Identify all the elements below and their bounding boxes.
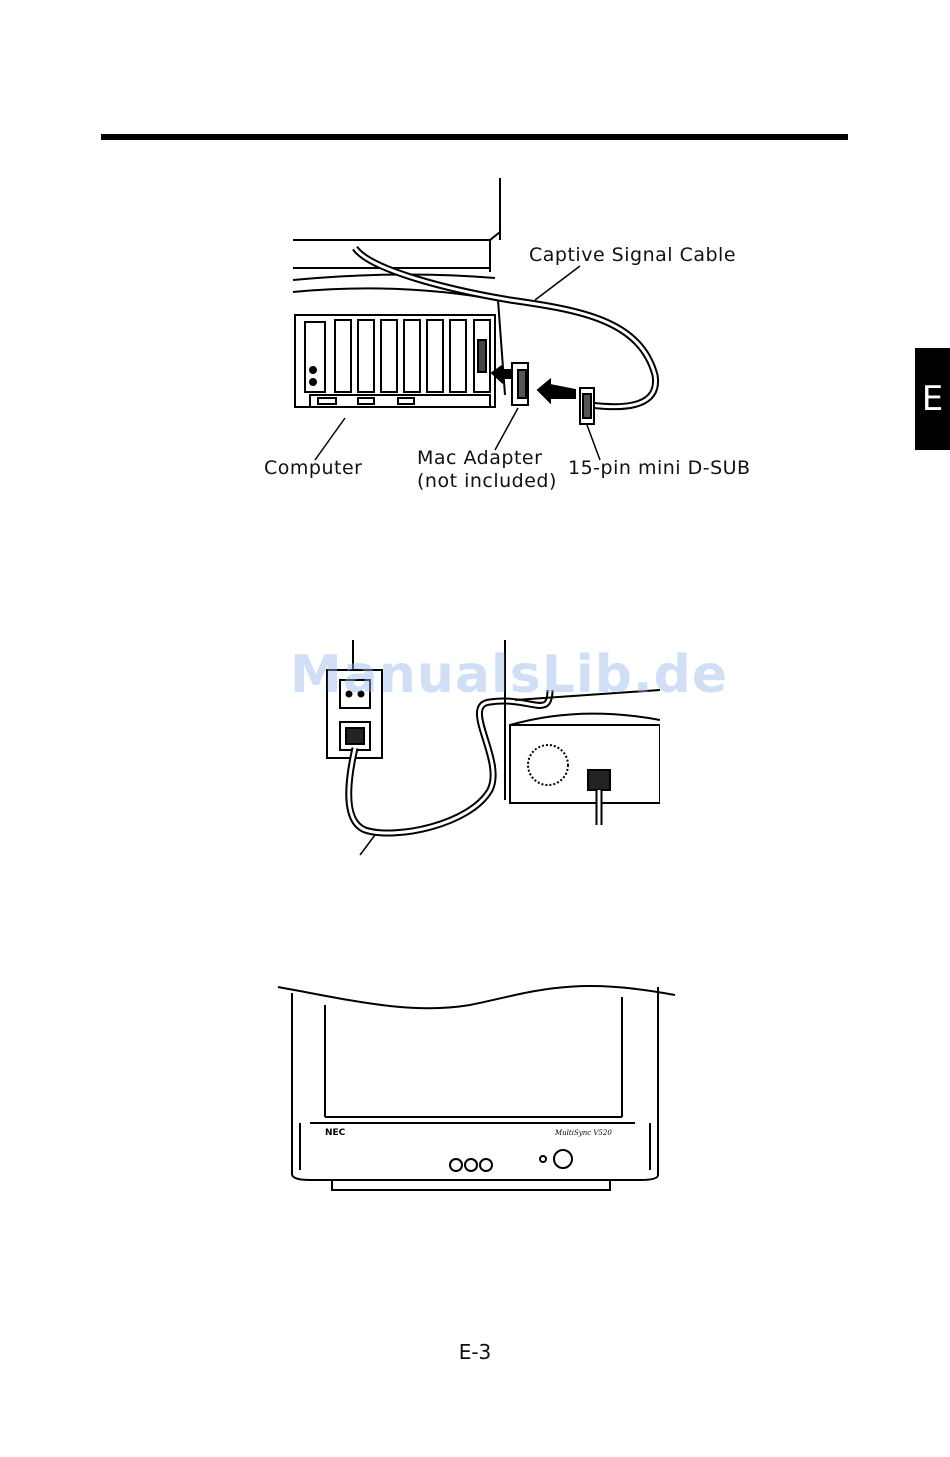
label-captive-signal-cable: Captive Signal Cable — [529, 244, 737, 266]
section-tab — [915, 348, 950, 450]
monitor-model-name: MultiSync V520 — [555, 1129, 612, 1137]
label-15-pin-mini-dsub: 15-pin mini D-SUB — [568, 457, 751, 479]
watermark: ManualsLib.de — [290, 645, 729, 705]
header-rule — [101, 134, 848, 140]
page-number: E-3 — [458, 1340, 492, 1364]
label-computer: Computer — [264, 457, 363, 479]
figure-monitor-front — [270, 975, 680, 1200]
section-tab-letter: E — [921, 379, 944, 419]
label-mac-adapter: Mac Adapter (not included) — [417, 447, 557, 492]
monitor-brand-logo: NEC — [325, 1128, 346, 1138]
